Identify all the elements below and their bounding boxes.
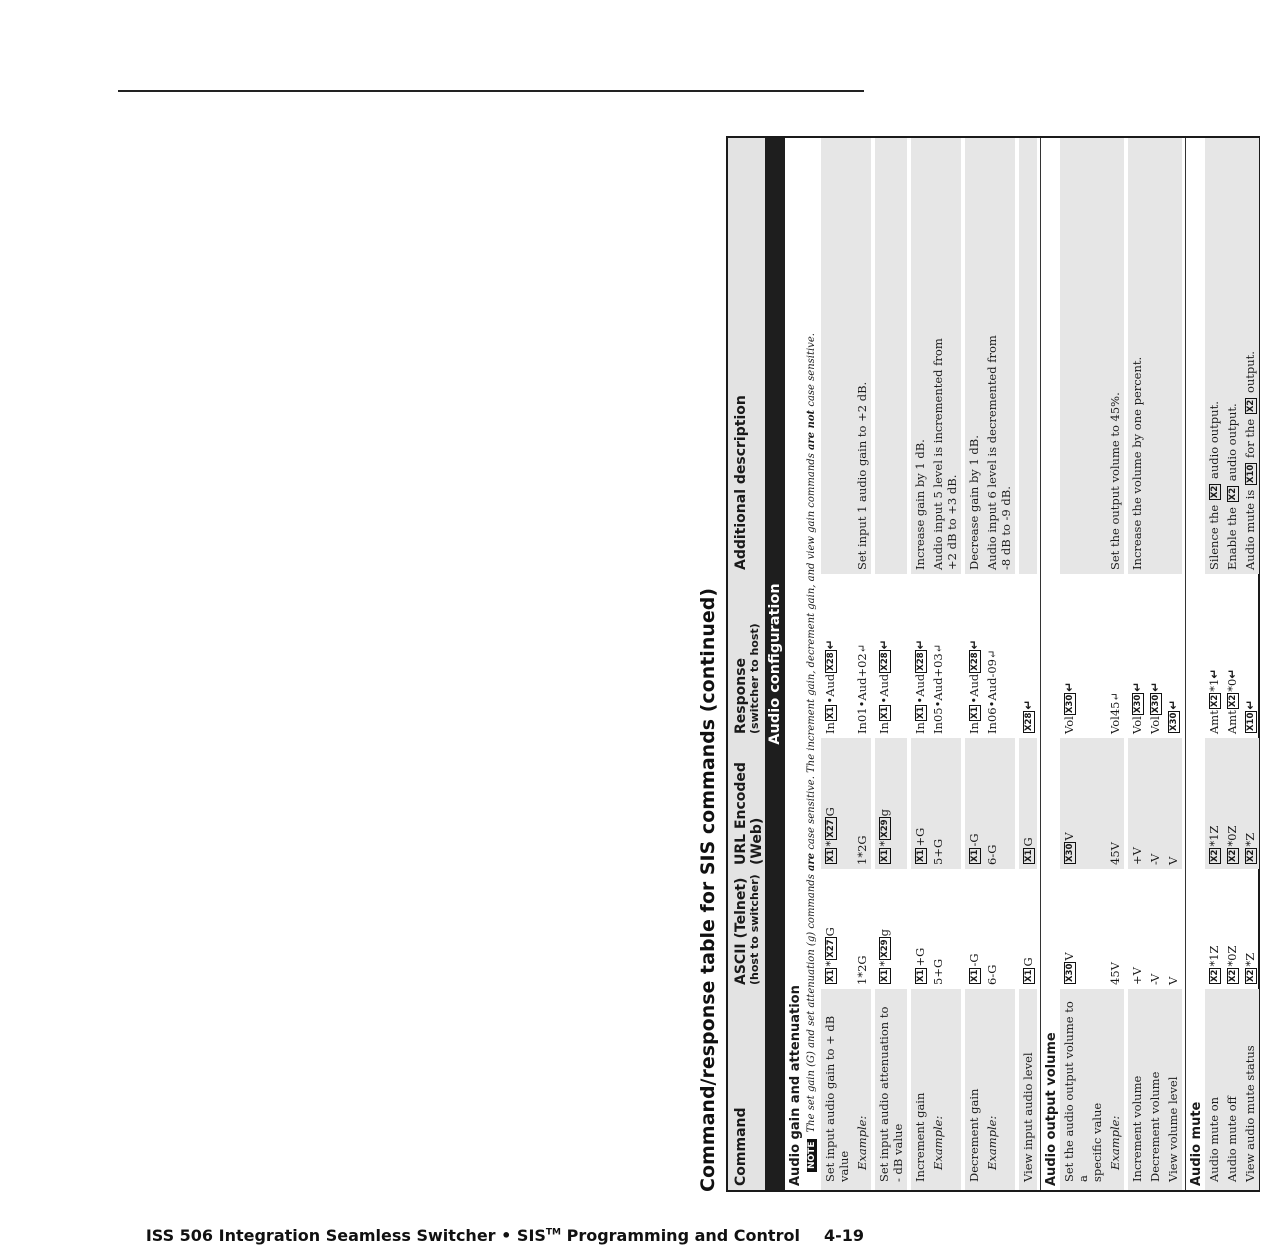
header-ascii: ASCII (Telnet) (host to switcher) bbox=[728, 869, 765, 989]
desc-view-input-level bbox=[1019, 138, 1037, 574]
resp-decrement-gain: InX1•AudX28↵ bbox=[967, 639, 981, 734]
url-view-mute: X2*Z bbox=[1241, 738, 1259, 869]
sis-command-table bbox=[726, 136, 1260, 1192]
ascii-view-input-level: X1G bbox=[1021, 957, 1035, 982]
cmd-increment-gain: Increment gain bbox=[911, 989, 929, 1190]
header-description: Additional description bbox=[728, 138, 765, 574]
url-increment-gain: X1+G bbox=[911, 738, 929, 869]
ascii-increment-gain: X1+G bbox=[913, 947, 927, 982]
ascii-mute-on: X2*1Z bbox=[1207, 945, 1221, 982]
desc-mute-off: Enable the X2 audio output. bbox=[1223, 138, 1241, 574]
cmd-set-attenuation: Set input audio attenuation to - dB value bbox=[875, 989, 907, 1190]
ascii-example: 5+G bbox=[931, 958, 945, 985]
rotated-table-sheet bbox=[690, 136, 1262, 1192]
ascii-set-attenuation: X1*X29g bbox=[877, 929, 891, 982]
cmd-example: Example: bbox=[1106, 989, 1124, 1190]
cmd-decrement-volume: Decrement volume bbox=[1146, 989, 1164, 1190]
url-set-attenuation: X1*X29g bbox=[875, 738, 907, 869]
cmd-example: Example: bbox=[853, 989, 871, 1190]
cmd-increment-volume: Increment volume bbox=[1128, 989, 1146, 1190]
resp-increment-gain: InX1•AudX28↵ bbox=[913, 639, 927, 734]
resp-example: Vol45↵ bbox=[1108, 691, 1122, 734]
url-set-gain: X1*X27G bbox=[821, 738, 853, 869]
desc-set-gain bbox=[821, 138, 853, 574]
resp-example: In06•Aud-09↵ bbox=[985, 649, 999, 734]
resp-increment-volume: VolX30↵ bbox=[1130, 681, 1144, 734]
section-audio-gain: Audio gain and attenuation bbox=[788, 985, 803, 1186]
resp-view-mute: X10↵ bbox=[1243, 699, 1257, 731]
url-mute-off: X2*0Z bbox=[1223, 738, 1241, 869]
footer-title: ISS 506 Integration Seamless Switcher • SIS™ Programming and Control bbox=[145, 1226, 800, 1245]
page-title: Command/response table for SIS commands (continued) bbox=[697, 587, 719, 1192]
url-view-input-level: X1G bbox=[1019, 738, 1037, 869]
cmd-decrement-gain: Decrement gain bbox=[965, 989, 983, 1190]
ascii-increment-volume: +V bbox=[1130, 967, 1144, 985]
header-url: URL Encoded (Web) bbox=[728, 738, 765, 869]
url-increment-volume: +V bbox=[1128, 738, 1146, 869]
cmd-mute-on: Audio mute on bbox=[1205, 989, 1223, 1190]
cmd-set-volume: Set the audio output volume to a specific value bbox=[1060, 989, 1106, 1190]
desc-example: Set the output volume to 45%. bbox=[1106, 138, 1124, 574]
url-view-volume: V bbox=[1164, 738, 1182, 869]
section-audio-mute: Audio mute bbox=[1185, 138, 1205, 1190]
ascii-mute-off: X2*0Z bbox=[1225, 945, 1239, 982]
resp-view-volume: X30↵ bbox=[1166, 699, 1180, 731]
url-mute-on: X2*1Z bbox=[1205, 738, 1223, 869]
desc-decrement-volume bbox=[1146, 138, 1164, 574]
resp-set-gain: InX1•AudX28↵ bbox=[823, 639, 837, 734]
cmd-set-gain: Set input audio gain to + dB value bbox=[821, 989, 853, 1190]
header-rule bbox=[118, 90, 864, 92]
url-example: 5+G bbox=[929, 738, 961, 869]
cmd-example: Example: bbox=[983, 989, 1015, 1190]
url-example: 6-G bbox=[983, 738, 1015, 869]
ascii-example: 6-G bbox=[985, 964, 999, 985]
page-footer bbox=[146, 1226, 864, 1254]
header-response: Response (switcher to host) bbox=[728, 574, 765, 738]
url-decrement-gain: X1-G bbox=[965, 738, 983, 869]
desc-increment-gain: Increase gain by 1 dB. bbox=[911, 138, 929, 574]
desc-example: Audio input 5 level is incremented from +2 dB to +3 dB. bbox=[929, 138, 961, 574]
desc-set-volume bbox=[1060, 138, 1106, 574]
desc-view-mute: Audio mute is X10 for the X2 output. bbox=[1241, 138, 1259, 574]
desc-mute-on: Silence the X2 audio output. bbox=[1205, 138, 1223, 574]
ascii-decrement-volume: -V bbox=[1148, 973, 1162, 985]
desc-increment-volume: Increase the volume by one percent. bbox=[1128, 138, 1146, 574]
resp-mute-on: AmtX2*1↵ bbox=[1207, 668, 1221, 734]
desc-decrement-gain: Decrease gain by 1 dB. bbox=[965, 138, 983, 574]
ascii-view-volume: V bbox=[1166, 976, 1180, 985]
resp-decrement-volume: VolX30↵ bbox=[1148, 681, 1162, 734]
cmd-example: Example: bbox=[929, 989, 961, 1190]
url-set-volume: X30V bbox=[1060, 738, 1106, 869]
ascii-decrement-gain: X1-G bbox=[967, 953, 981, 982]
resp-example: In01•Aud+02↵ bbox=[855, 643, 869, 734]
resp-view-input-level: X28↵ bbox=[1021, 699, 1035, 731]
cmd-mute-off: Audio mute off bbox=[1223, 989, 1241, 1190]
audio-configuration-band: Audio configuration bbox=[765, 138, 785, 1190]
resp-set-volume: VolX30↵ bbox=[1062, 681, 1076, 734]
page-number: 4-19 bbox=[823, 1226, 864, 1245]
desc-view-volume bbox=[1164, 138, 1182, 574]
ascii-example: 45V bbox=[1108, 962, 1122, 985]
desc-example: Audio input 6 level is decremented from -8 dB to -9 dB. bbox=[983, 138, 1015, 574]
url-example: 1*2G bbox=[853, 738, 871, 869]
desc-set-attenuation bbox=[875, 138, 907, 574]
ascii-set-gain: X1*X27G bbox=[823, 927, 837, 982]
url-example: 45V bbox=[1106, 738, 1124, 869]
cmd-view-mute: View audio mute status bbox=[1241, 989, 1259, 1190]
header-command: Command bbox=[728, 989, 765, 1190]
section-audio-output-volume: Audio output volume bbox=[1040, 138, 1060, 1190]
ascii-example: 1*2G bbox=[855, 955, 869, 985]
cmd-view-volume: View volume level bbox=[1164, 989, 1182, 1190]
note-tag: NOTE bbox=[807, 1139, 817, 1172]
ascii-view-mute: X2*Z bbox=[1243, 952, 1257, 982]
case-note: NOTEThe set gain (G) and set attenuation (g) commands are case sensitive. The increment gain, decrement gain, and view gain commands are not case sensitive. bbox=[804, 138, 821, 1190]
resp-example: In05•Aud+03↵ bbox=[931, 643, 945, 734]
resp-set-attenuation: InX1•AudX28↵ bbox=[877, 639, 891, 734]
resp-mute-off: AmtX2*0↵ bbox=[1225, 668, 1239, 734]
cmd-view-input-level: View input audio level bbox=[1019, 989, 1037, 1190]
desc-example: Set input 1 audio gain to +2 dB. bbox=[853, 138, 871, 574]
url-decrement-volume: -V bbox=[1146, 738, 1164, 869]
ascii-set-volume: X30V bbox=[1062, 952, 1076, 982]
